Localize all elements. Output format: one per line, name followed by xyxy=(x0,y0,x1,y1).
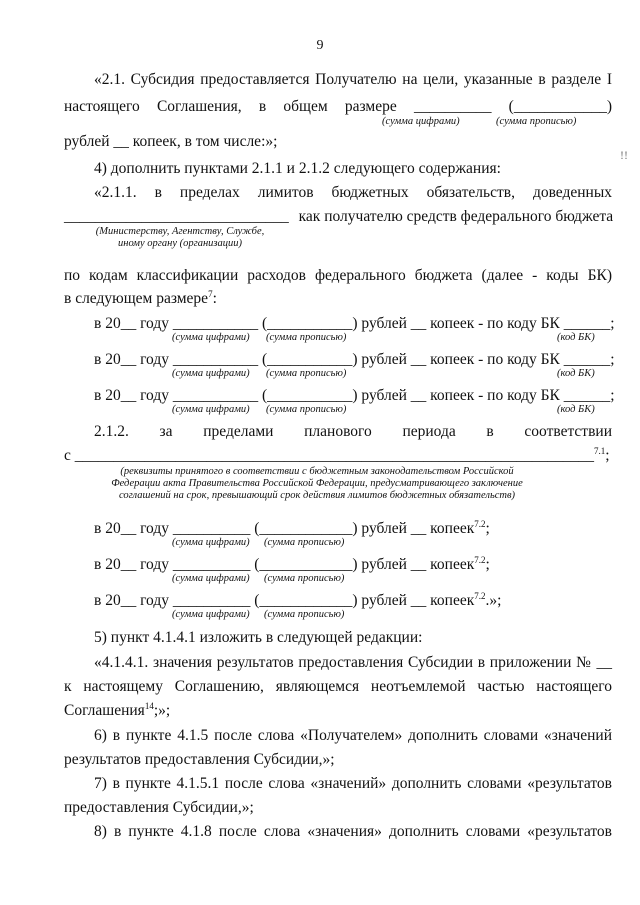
footnote-ref-7-1: 7.1 xyxy=(594,445,606,456)
bk-line-1: в 20__ году ___________ (___________) рублей __ копеек - по коду БК ______; xyxy=(94,315,615,332)
bk-line-2: в 20__ году ___________ (___________) рублей __ копеек - по коду БК ______; xyxy=(94,351,615,368)
caption-digits: (сумма цифрами) xyxy=(172,609,250,620)
caption-words: (сумма прописью) xyxy=(266,332,347,343)
caption-digits: (сумма цифрами) xyxy=(172,537,250,548)
para-4-1-4-1-line2: к настоящему Соглашению, являющемся неотъемлемой частью настоящего xyxy=(64,678,612,695)
item-7-line2: предоставления Субсидии,»; xyxy=(64,799,254,816)
caption-words: (сумма прописью) xyxy=(264,573,345,584)
caption-bk-code: (код БК) xyxy=(557,368,595,379)
para-2-1-1-line4: в следующем размере$^7$: xyxy=(64,288,217,307)
caption-bk-code: (код БК) xyxy=(557,332,595,343)
para-2-1-1-line1: «2.1.1. в пределах лимитов бюджетных обязательств, доведенных xyxy=(94,184,612,201)
page-number: 9 xyxy=(316,38,324,53)
item-7-line1: 7) в пункте 4.1.5.1 после слова «значений» дополнить словами «результатов xyxy=(94,775,612,792)
para-2-1-line1: «2.1. Субсидия предоставляется Получателю на цели, указанные в разделе I xyxy=(94,71,612,88)
footnote-ref-7: 7 xyxy=(208,288,213,299)
year-line-1: в 20__ году __________ (____________) рублей __ копеек$^{7.2}$; xyxy=(94,518,490,537)
para-4-1-4-1-line3: Соглашения$^{14}$;»; xyxy=(64,700,171,719)
caption-act-requisites: (реквизиты принятого в соответствии с бюджетным законодательством Российской Федерации акта Правительства Российской Федерации, предусматривающего заключение соглашений на срок, превышающий срок действия лимитов бюджетных обязательств) xyxy=(111,466,523,501)
act-requisites-blank: ___________________________________________________________________ xyxy=(74,447,595,464)
para-4-1-4-1-line1: «4.1.4.1. значения результатов предоставления Субсидии в приложении № __ xyxy=(94,654,612,671)
caption-words: (сумма прописью) xyxy=(264,537,345,548)
para-2-1-1-line3: по кодам классификации расходов федерального бюджета (далее - коды БК) xyxy=(64,267,612,284)
caption-words: (сумма прописью) xyxy=(266,404,347,415)
caption-words: (сумма прописью) xyxy=(264,609,345,620)
para-2-1-line2: настоящего Соглашения, в общем размере __________ (____________) xyxy=(64,98,612,115)
caption-digits: (сумма цифрами) xyxy=(172,404,250,415)
para-2-1-2-line1: 2.1.2. за пределами планового периода в соответствии xyxy=(94,423,612,440)
item-6-line1: 6) в пункте 4.1.5 после слова «Получателем» дополнить словами «значений xyxy=(94,727,612,744)
caption-sum-digits: (сумма цифрами) xyxy=(382,116,460,127)
caption-bk-code: (код БК) xyxy=(557,404,595,415)
caption-ministry: (Министерству, Агентству, Службе, иному органу (организации) xyxy=(95,226,265,249)
caption-words: (сумма прописью) xyxy=(266,368,347,379)
caption-sum-words: (сумма прописью) xyxy=(496,116,577,127)
year-line-3: в 20__ году __________ (____________) рублей __ копеек$^{7.2}$.»; xyxy=(94,590,502,609)
item-6-line2: результатов предоставления Субсидии,»; xyxy=(64,751,335,768)
bk-line-3: в 20__ году ___________ (___________) рублей __ копеек - по коду БК ______; xyxy=(94,387,615,404)
item-5-text: 5) пункт 4.1.4.1 изложить в следующей редакции: xyxy=(94,629,423,646)
item-8-line1: 8) в пункте 4.1.8 после слова «значения» дополнить словами «результатов xyxy=(94,823,612,840)
para-2-1-1-line2 xyxy=(64,207,612,227)
year-line-2: в 20__ году __________ (____________) рублей __ копеек$^{7.2}$; xyxy=(94,554,490,573)
para-2-1-2-line2: с ___________________________________________________________________$^{7.1}$; xyxy=(64,445,610,464)
para-2-1-line3: рублей __ копеек, в том числе:»; xyxy=(64,133,278,150)
caption-digits: (сумма цифрами) xyxy=(172,573,250,584)
caption-digits: (сумма цифрами) xyxy=(172,332,250,343)
caption-digits: (сумма цифрами) xyxy=(172,368,250,379)
item-4-text: 4) дополнить пунктами 2.1.1 и 2.1.2 следующего содержания: xyxy=(94,160,501,177)
footnote-ref-14: 14 xyxy=(144,700,154,711)
side-mark: !! xyxy=(620,148,628,162)
budget-recipient-text: как получателю средств федерального бюджета xyxy=(298,208,614,225)
ministry-blank: _____________________________ xyxy=(64,208,289,225)
